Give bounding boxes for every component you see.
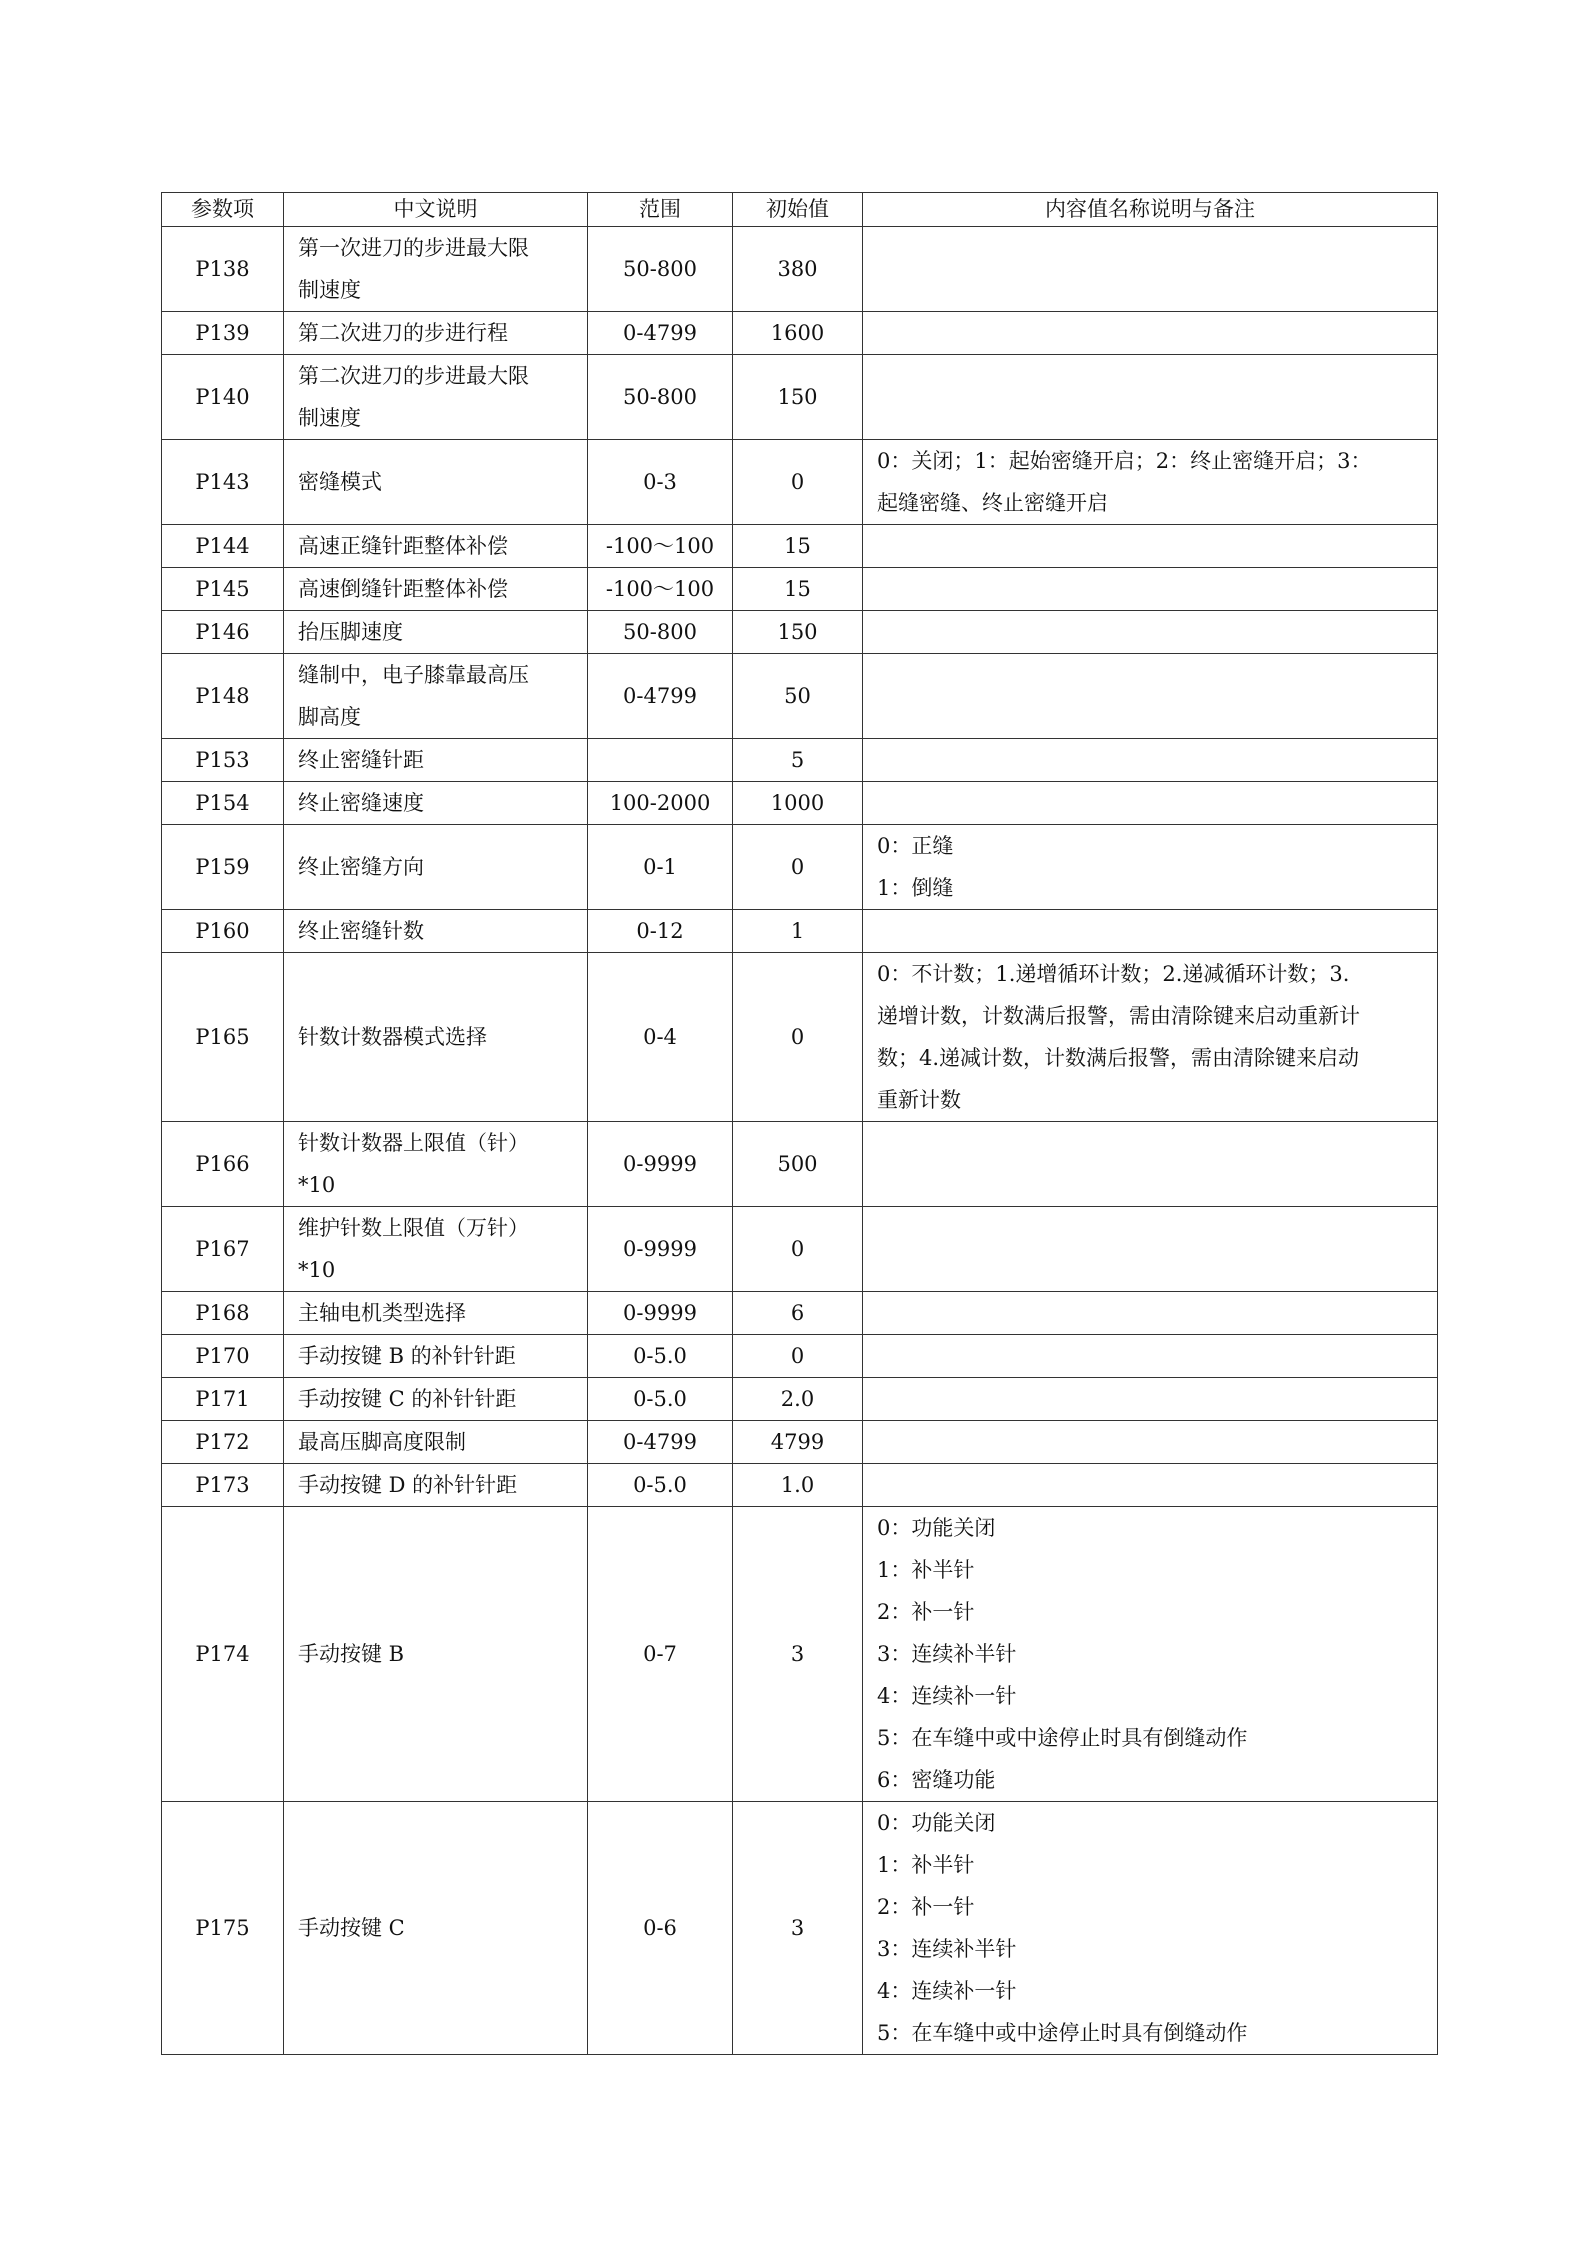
description-line: 手动按键 D 的补针针距 (298, 1473, 518, 1497)
param-id-cell: P172 (162, 1421, 284, 1464)
param-id-cell: P165 (162, 953, 284, 1122)
description-cell (284, 312, 588, 355)
header-range: 范围 (588, 193, 733, 227)
notes-cell (863, 910, 1438, 953)
initial-value-cell: 0 (733, 953, 863, 1122)
notes-cell (863, 825, 1438, 910)
description-line: 手动按键 C 的补针针距 (298, 1387, 517, 1411)
param-id-cell: P160 (162, 910, 284, 953)
description-cell (284, 953, 588, 1122)
description-line: 主轴电机类型选择 (298, 1301, 466, 1325)
range-cell: 0-4 (588, 953, 733, 1122)
table-row (162, 654, 1438, 739)
table-row (162, 953, 1438, 1122)
range-cell: 0-4799 (588, 312, 733, 355)
description-line: 手动按键 B 的补针针距 (298, 1344, 516, 1368)
notes-line: 1：倒缝 (877, 876, 954, 900)
param-id-cell: P145 (162, 568, 284, 611)
range-cell: 50-800 (588, 227, 733, 312)
notes-line: 0：功能关闭 (877, 1516, 996, 1540)
description-cell (284, 440, 588, 525)
notes-cell (863, 355, 1438, 440)
notes-line: 0：功能关闭 (877, 1811, 996, 1835)
description-line: 针数计数器模式选择 (298, 1025, 487, 1049)
range-cell: 0-12 (588, 910, 733, 953)
initial-value-cell: 1600 (733, 312, 863, 355)
description-line: *10 (298, 1258, 336, 1282)
notes-line: 2：补一针 (877, 1895, 975, 1919)
notes-cell (863, 953, 1438, 1122)
description-cell (284, 1292, 588, 1335)
range-cell: 0-1 (588, 825, 733, 910)
table-row (162, 782, 1438, 825)
notes-line: 4：连续补一针 (877, 1979, 1017, 2003)
initial-value-cell: 3 (733, 1507, 863, 1802)
notes-line: 1：补半针 (877, 1853, 975, 1877)
table-row (162, 1802, 1438, 2055)
notes-line: 4：连续补一针 (877, 1684, 1017, 1708)
initial-value-cell: 50 (733, 654, 863, 739)
notes-cell (863, 312, 1438, 355)
description-cell (284, 739, 588, 782)
initial-value-cell: 150 (733, 611, 863, 654)
initial-value-cell: 1.0 (733, 1464, 863, 1507)
description-cell (284, 355, 588, 440)
parameter-table (161, 192, 1438, 2055)
param-id-cell: P170 (162, 1335, 284, 1378)
header-initial-value: 初始值 (733, 193, 863, 227)
description-cell (284, 654, 588, 739)
description-line: 终止密缝速度 (298, 791, 424, 815)
param-id-cell: P148 (162, 654, 284, 739)
description-line: 最高压脚高度限制 (298, 1430, 466, 1454)
description-line: 制速度 (298, 278, 361, 302)
description-line: 脚高度 (298, 705, 361, 729)
notes-cell (863, 1122, 1438, 1207)
param-id-cell: P146 (162, 611, 284, 654)
description-cell (284, 525, 588, 568)
initial-value-cell: 15 (733, 568, 863, 611)
description-cell (284, 1464, 588, 1507)
param-id-cell: P175 (162, 1802, 284, 2055)
param-id-cell: P173 (162, 1464, 284, 1507)
range-cell: -100～100 (588, 568, 733, 611)
param-id-cell: P166 (162, 1122, 284, 1207)
initial-value-cell: 1 (733, 910, 863, 953)
param-id-cell: P139 (162, 312, 284, 355)
table-body (162, 227, 1438, 2055)
description-cell (284, 1802, 588, 2055)
range-cell: 100-2000 (588, 782, 733, 825)
description-cell (284, 568, 588, 611)
initial-value-cell: 6 (733, 1292, 863, 1335)
description-line: 手动按键 B (298, 1642, 405, 1666)
description-cell (284, 1378, 588, 1421)
initial-value-cell: 5 (733, 739, 863, 782)
initial-value-cell: 150 (733, 355, 863, 440)
range-cell: 0-6 (588, 1802, 733, 2055)
initial-value-cell: 1000 (733, 782, 863, 825)
table-row (162, 440, 1438, 525)
notes-line: 3：连续补半针 (877, 1937, 1017, 1961)
table-row (162, 1292, 1438, 1335)
description-line: 缝制中，电子膝靠最高压 (298, 663, 529, 687)
description-cell (284, 782, 588, 825)
description-line: 高速正缝针距整体补偿 (298, 534, 508, 558)
notes-line: 5：在车缝中或中途停止时具有倒缝动作 (877, 1726, 1248, 1750)
description-line: 手动按键 C (298, 1916, 405, 1940)
initial-value-cell: 4799 (733, 1421, 863, 1464)
table-row (162, 1507, 1438, 1802)
initial-value-cell: 0 (733, 825, 863, 910)
notes-line: 起缝密缝、终止密缝开启 (877, 491, 1108, 515)
notes-cell (863, 1378, 1438, 1421)
param-id-cell: P167 (162, 1207, 284, 1292)
range-cell: 50-800 (588, 611, 733, 654)
notes-cell (863, 1464, 1438, 1507)
notes-line: 0：不计数；1.递增循环计数；2.递减循环计数；3. (877, 962, 1350, 986)
description-cell (284, 227, 588, 312)
description-line: 第二次进刀的步进行程 (298, 321, 508, 345)
description-cell (284, 1421, 588, 1464)
initial-value-cell: 0 (733, 440, 863, 525)
table-row (162, 1378, 1438, 1421)
param-id-cell: P153 (162, 739, 284, 782)
description-cell (284, 1122, 588, 1207)
table-row (162, 568, 1438, 611)
table-row (162, 739, 1438, 782)
notes-line: 0：关闭；1：起始密缝开启；2：终止密缝开启；3： (877, 449, 1372, 473)
notes-line: 数；4.递减计数，计数满后报警，需由清除键来启动 (877, 1046, 1360, 1070)
notes-line: 5：在车缝中或中途停止时具有倒缝动作 (877, 2021, 1248, 2045)
notes-cell (863, 1421, 1438, 1464)
table-row (162, 1122, 1438, 1207)
notes-line: 2：补一针 (877, 1600, 975, 1624)
notes-line: 1：补半针 (877, 1558, 975, 1582)
range-cell: 0-5.0 (588, 1464, 733, 1507)
param-id-cell: P140 (162, 355, 284, 440)
initial-value-cell: 380 (733, 227, 863, 312)
table-header-row (162, 193, 1438, 227)
notes-cell (863, 227, 1438, 312)
notes-line: 6：密缝功能 (877, 1768, 996, 1792)
range-cell: 0-9999 (588, 1292, 733, 1335)
param-id-cell: P174 (162, 1507, 284, 1802)
notes-cell (863, 1802, 1438, 2055)
notes-line: 递增计数，计数满后报警，需由清除键来启动重新计 (877, 1004, 1360, 1028)
initial-value-cell: 3 (733, 1802, 863, 2055)
param-id-cell: P144 (162, 525, 284, 568)
notes-cell (863, 739, 1438, 782)
notes-line: 0：正缝 (877, 834, 954, 858)
initial-value-cell: 0 (733, 1335, 863, 1378)
header-notes: 内容值名称说明与备注 (863, 193, 1438, 227)
description-line: 维护针数上限值（万针） (298, 1216, 529, 1240)
initial-value-cell: 0 (733, 1207, 863, 1292)
param-id-cell: P159 (162, 825, 284, 910)
header-description: 中文说明 (284, 193, 588, 227)
description-line: 终止密缝针数 (298, 919, 424, 943)
notes-cell (863, 568, 1438, 611)
table-row (162, 1335, 1438, 1378)
notes-cell (863, 440, 1438, 525)
param-id-cell: P138 (162, 227, 284, 312)
range-cell: 0-5.0 (588, 1378, 733, 1421)
description-cell (284, 1507, 588, 1802)
description-line: 高速倒缝针距整体补偿 (298, 577, 508, 601)
notes-cell (863, 1207, 1438, 1292)
description-line: 第一次进刀的步进最大限 (298, 236, 529, 260)
range-cell: 50-800 (588, 355, 733, 440)
header-param: 参数项 (162, 193, 284, 227)
initial-value-cell: 2.0 (733, 1378, 863, 1421)
description-line: 抬压脚速度 (298, 620, 403, 644)
notes-line: 3：连续补半针 (877, 1642, 1017, 1666)
notes-cell (863, 1292, 1438, 1335)
range-cell: 0-3 (588, 440, 733, 525)
table-row (162, 1421, 1438, 1464)
table-row (162, 525, 1438, 568)
range-cell: 0-7 (588, 1507, 733, 1802)
range-cell: -100～100 (588, 525, 733, 568)
param-id-cell: P168 (162, 1292, 284, 1335)
table-row (162, 910, 1438, 953)
range-cell: 0-9999 (588, 1122, 733, 1207)
notes-cell (863, 654, 1438, 739)
table-row (162, 825, 1438, 910)
range-cell: 0-4799 (588, 1421, 733, 1464)
description-cell (284, 910, 588, 953)
param-id-cell: P143 (162, 440, 284, 525)
notes-cell (863, 525, 1438, 568)
description-cell (284, 1207, 588, 1292)
description-line: *10 (298, 1173, 336, 1197)
description-line: 密缝模式 (298, 470, 382, 494)
table-row (162, 312, 1438, 355)
notes-cell (863, 1335, 1438, 1378)
initial-value-cell: 500 (733, 1122, 863, 1207)
param-id-cell: P171 (162, 1378, 284, 1421)
range-cell (588, 739, 733, 782)
description-cell (284, 825, 588, 910)
table-row (162, 1207, 1438, 1292)
description-cell (284, 1335, 588, 1378)
parameter-table-page (161, 192, 1437, 2055)
description-line: 第二次进刀的步进最大限 (298, 364, 529, 388)
notes-line: 重新计数 (877, 1088, 961, 1112)
description-line: 针数计数器上限值（针） (298, 1131, 529, 1155)
range-cell: 0-4799 (588, 654, 733, 739)
initial-value-cell: 15 (733, 525, 863, 568)
description-cell (284, 611, 588, 654)
table-row (162, 611, 1438, 654)
notes-cell (863, 782, 1438, 825)
range-cell: 0-5.0 (588, 1335, 733, 1378)
description-line: 终止密缝方向 (298, 855, 424, 879)
notes-cell (863, 611, 1438, 654)
table-row (162, 1464, 1438, 1507)
param-id-cell: P154 (162, 782, 284, 825)
range-cell: 0-9999 (588, 1207, 733, 1292)
notes-cell (863, 1507, 1438, 1802)
table-row (162, 227, 1438, 312)
table-row (162, 355, 1438, 440)
description-line: 终止密缝针距 (298, 748, 424, 772)
description-line: 制速度 (298, 406, 361, 430)
